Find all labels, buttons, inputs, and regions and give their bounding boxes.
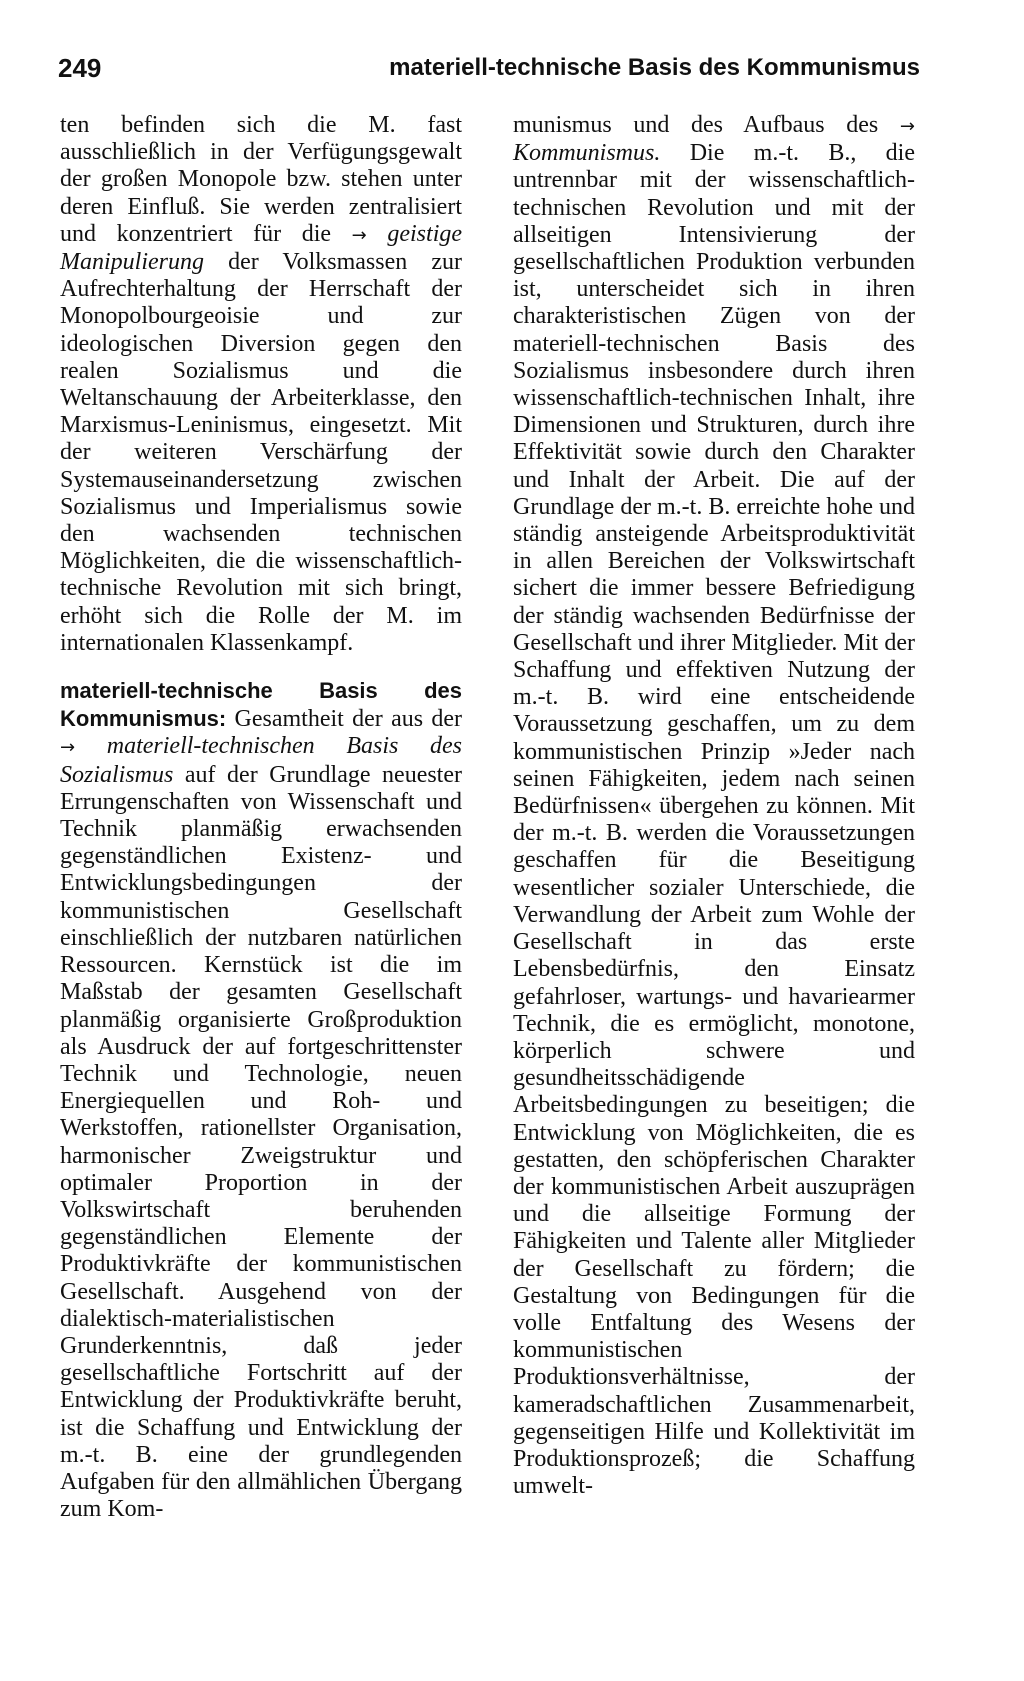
cross-reference: materiell-technischen Basis des Sozialismus — [60, 733, 462, 788]
entry-headword: materiell-technische Basis des Kommunismus: — [60, 678, 462, 732]
entry-continuation-paragraph — [513, 112, 915, 1500]
cross-reference: geistige Manipulierung — [60, 220, 463, 276]
cross-reference-arrow-icon: → — [899, 116, 915, 137]
page-number: 249 — [58, 53, 102, 83]
right-column — [513, 112, 915, 1500]
cross-reference-arrow-icon: → — [60, 737, 76, 759]
entry-continuation-paragraph — [60, 112, 462, 657]
cross-reference: Kommunismus. — [513, 140, 661, 167]
paragraph-text: Gesamtheit der aus der — [226, 706, 462, 733]
paragraph-gap — [60, 657, 462, 677]
paragraph-text: ten befinden sich die M. fast ausschließlich in der Verfügungsgewalt der großen Monopole bzw. stehen unter deren Einfluß. Sie werden zentralisiert und konzentriert für die — [60, 112, 462, 247]
paragraph-text: munismus und des Aufbaus des — [513, 112, 900, 138]
paragraph-text: der Volksmassen zur Aufrechterhaltung der Herrschaft der Monopolbourgeoisie und zur ideologischen Diversion gegen den realen Sozialismus und die Weltanschauung der Arbeiterklasse, den Marxismus-Leninismus, eingesetzt. Mit der weiteren Verschärfung der Systemauseinandersetzung zwischen Sozialismus und Imperialismus sowie den wachsenden technischen Möglichkeiten, die die wissenschaftlich-technische Revolution mit sich bringt, erhöht sich die Rolle der M. im internationalen Klassenkampf. — [60, 249, 462, 656]
left-column — [60, 112, 462, 1523]
running-head: materiell-technische Basis des Kommunismus — [389, 54, 920, 81]
cross-reference-arrow-icon: → — [351, 224, 367, 246]
paragraph-text: Die m.-t. B., die untrennbar mit der wissenschaftlich-technischen Revolution und mit der allseitigen Intensivierung der gesellschaftlichen Produktion verbunden ist, unterscheidet sich in ihren charakteristischen Zügen von der materiell-technischen Basis des Sozialismus insbesondere durch ihren wissenschaftlich-technischen Inhalt, ihre Dimensionen und Strukturen, durch ihre Effektivität sowie durch den Charakter und Inhalt der Arbeit. Die auf der Grundlage der m.-t. B. erreichte hohe und ständig ansteigende Arbeitsproduktivität in allen Bereichen der Volkswirtschaft sichert die immer bessere Befriedigung der ständig wachsenden Bedürfnisse der Gesellschaft und ihrer Mitglieder. Mit der Schaffung und effektiven Nutzung der m.-t. B. wird eine entscheidende Voraussetzung geschaffen, um zu dem kommunistischen Prinzip »Jeder nach seinen Fähigkeiten, jedem nach seinen Bedürfnissen« übergehen zu können. Mit der m.-t. B. werden die Voraussetzungen geschaffen für die Beseitigung wesentlicher sozialer Unterschiede, die Verwandlung der Arbeit zum Wohle der Gesellschaft in das erste Lebensbedürfnis, den Einsatz gefahrloser, wartungs- und havariearmer Technik, die es ermöglicht, monotone, körperlich schwere und gesundheitsschädigende Arbeitsbedingungen zu beseitigen; die Entwicklung von Möglichkeiten, die es gestatten, den schöpferischen Charakter der kommunistischen Arbeit auszuprägen und die allseitige Formung der Fähigkeiten und Talente aller Mitglieder der Gesellschaft zu fördern; die Gestaltung von Bedingungen für die volle Entfaltung des Wesens der kommunistischen Produktionsverhältnisse, der kameradschaftlichen Zusammenarbeit, gegenseitigen Hilfe und Kollektivität im Produktionsprozeß; die Schaffung umwelt- — [513, 140, 915, 1500]
page-header — [58, 48, 920, 88]
paragraph-text: auf der Grundlage neuester Errungenschaften von Wissenschaft und Technik planmäßig erwachsenden gegenständlichen Existenz- und Entwicklungsbedingungen der kommunistischen Gesellschaft einschließlich der nutzbaren natürlichen Ressourcen. Kernstück ist die im Maßstab der gesamten Gesellschaft planmäßig organisierte Großproduktion als Ausdruck der auf fortgeschrittenster Technik und Technologie, neuen Energiequellen und Roh- und Werkstoffen, rationellster Organisation, harmonischer Zweigstruktur und optimaler Proportion in der Volkswirtschaft beruhenden gegenständlichen Elemente der Produktivkräfte der kommunistischen Gesellschaft. Ausgehend von der dialektisch-materialistischen Grunderkenntnis, daß jeder gesellschaftliche Fortschritt auf der Entwicklung der Produktivkräfte beruht, ist die Schaffung und Entwicklung der m.-t. B. eine der grundlegenden Aufgaben für den allmählichen Übergang zum Kom- — [60, 761, 462, 1523]
entry-paragraph — [60, 677, 462, 1523]
